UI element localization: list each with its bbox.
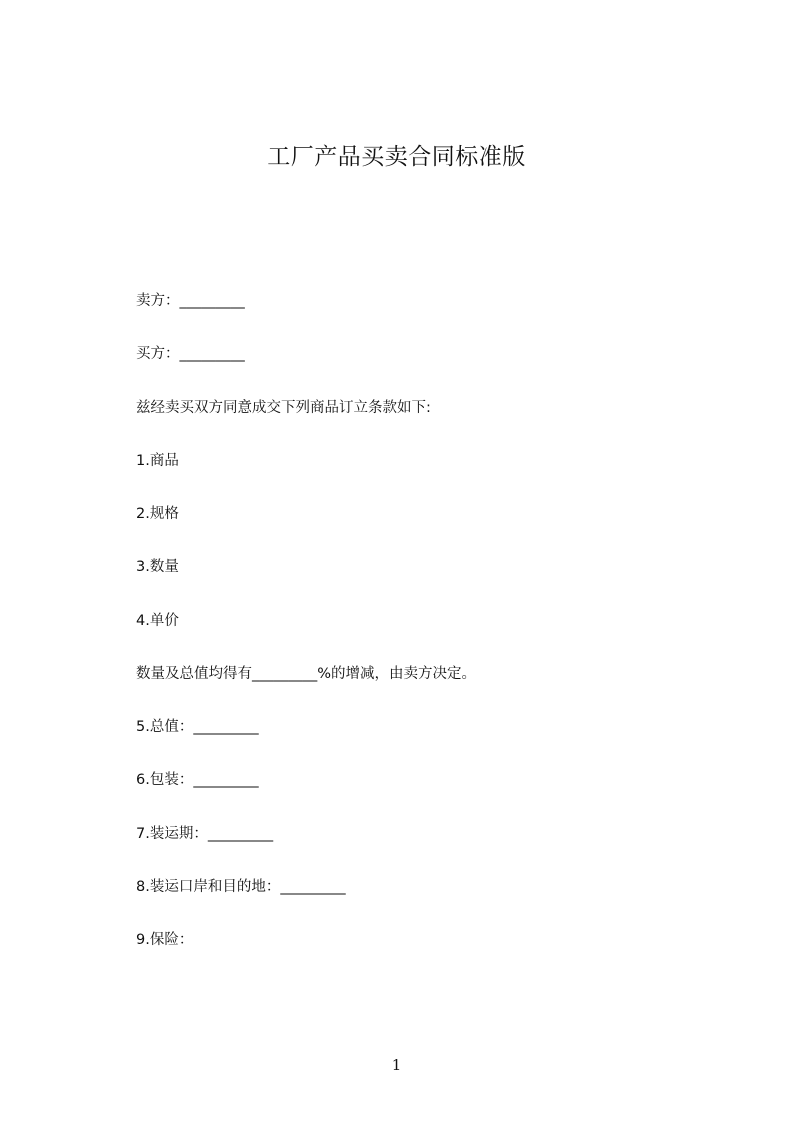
intro-line: 兹经卖买双方同意成交下列商品订立条款如下: [136, 399, 431, 416]
clause-packing: 6.包装：_________ [136, 772, 259, 789]
clause-specification: 2.规格 [136, 506, 179, 522]
buyer-line: 买方：_________ [136, 346, 245, 363]
seller-line: 卖方：_________ [136, 293, 245, 309]
quantity-tolerance-line: 数量及总值均得有_________%的增减，由卖方决定。 [136, 665, 477, 682]
clause-ports: 8.装运口岸和目的地：_________ [136, 878, 346, 895]
clause-unit-price: 4.单价 [136, 612, 179, 629]
clause-insurance: 9.保险： [136, 932, 194, 948]
clause-shipment-time: 7.装运期：_________ [136, 825, 274, 842]
document-body [136, 275, 676, 967]
document-title: 工厂产品买卖合同标准版 [267, 144, 526, 170]
clause-quantity: 3.数量 [136, 559, 179, 576]
clause-goods: 1.商品 [136, 452, 179, 469]
clause-total-value: 5.总值：_________ [136, 719, 259, 735]
page-number: 1 [391, 1056, 402, 1074]
